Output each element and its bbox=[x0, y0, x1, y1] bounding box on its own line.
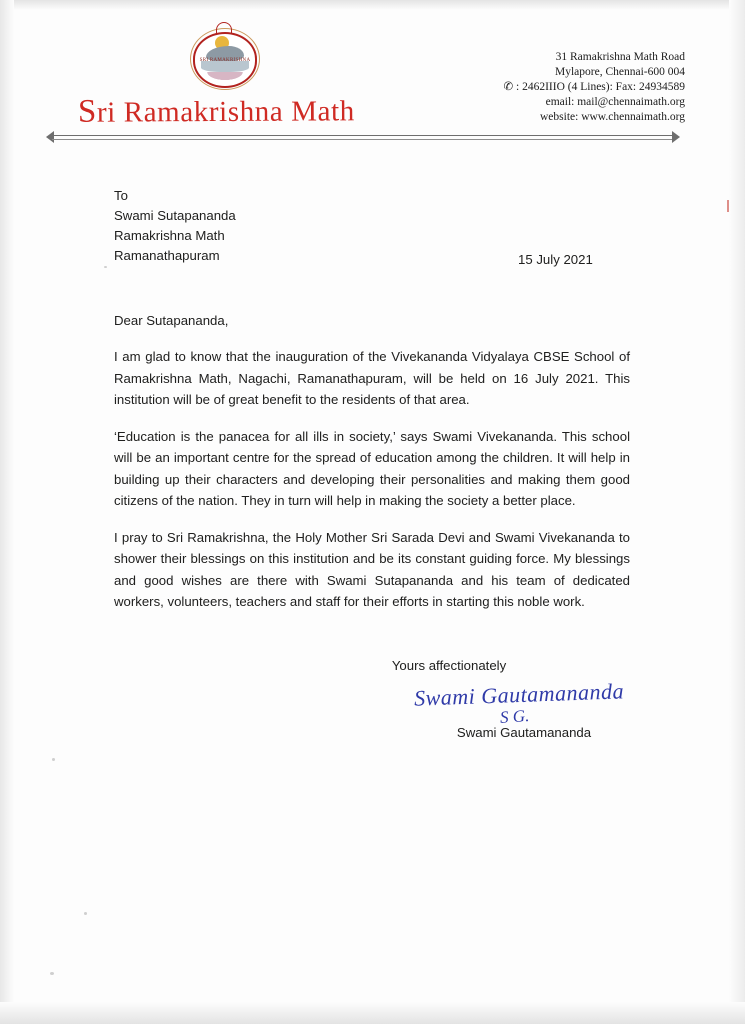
ramakrishna-math-emblem-icon bbox=[186, 22, 264, 92]
divider-right-cap bbox=[672, 131, 680, 143]
scan-speck bbox=[52, 758, 55, 761]
addressee-line-org: Ramakrishna Math bbox=[114, 228, 225, 243]
paragraph-3: I pray to Sri Ramakrishna, the Holy Mother Sri Sarada Devi and Swami Vivekananda to shower their blessings on this institution and be its constant guiding force. My blessings and good wishes are there with Swami Sutapananda and his team of dedicated workers, volunteers, teachers and staff for their efforts in starting this noble work. bbox=[114, 529, 630, 609]
divider-line-bottom bbox=[52, 139, 674, 140]
divider-line-top bbox=[52, 135, 674, 136]
divider-left-cap bbox=[46, 131, 54, 143]
paragraph-1: I am glad to know that the inauguration of the Vivekananda Vidyalaya CBSE School of Ramakrishna Math, Nagachi, Ramanathapuram, will be held on 16 July 2021. This institution will be of great benefit to the residents of that area. bbox=[114, 349, 630, 407]
address-line-email: email: mail@chennaimath.org bbox=[545, 96, 685, 108]
scan-speck bbox=[104, 266, 107, 268]
organization-name-rest: ri Ramakrishna Math bbox=[96, 95, 355, 129]
scan-edge-right bbox=[729, 0, 745, 1024]
scan-edge-left bbox=[0, 0, 14, 1024]
organization-name-initial: S bbox=[77, 93, 98, 130]
signature-block bbox=[114, 676, 630, 742]
address-line-phone: ✆ : 2462IIIO (4 Lines): Fax: 24934589 bbox=[503, 81, 685, 93]
scan-artifact-red-mark bbox=[727, 200, 729, 212]
scan-speck bbox=[84, 912, 87, 915]
handwritten-signature: Swami Gautamananda bbox=[413, 677, 625, 711]
handwritten-initials: S G. bbox=[499, 705, 530, 727]
emblem-caption: SRI RAMAKRISHNA bbox=[199, 58, 251, 63]
address-line: Mylapore, Chennai-600 004 bbox=[555, 66, 685, 78]
address-line-website: website: www.chennaimath.org bbox=[540, 111, 685, 123]
letter-body bbox=[114, 186, 630, 742]
addressee-line-name: Swami Sutapananda bbox=[114, 208, 236, 223]
letterhead bbox=[0, 0, 745, 140]
addressee-line-place: Ramanathapuram bbox=[114, 248, 220, 263]
scan-speck bbox=[50, 972, 54, 975]
closing-phrase: Yours affectionately bbox=[391, 657, 507, 673]
salutation: Dear Sutapananda, bbox=[114, 313, 229, 328]
signer-name: Swami Gautamananda bbox=[456, 724, 592, 740]
addressee-line-to: To bbox=[114, 188, 128, 203]
scan-edge-bottom bbox=[0, 1002, 745, 1024]
letter-date: 15 July 2021 bbox=[518, 252, 593, 267]
header-divider bbox=[46, 131, 680, 145]
address-line: 31 Ramakrishna Math Road bbox=[555, 51, 685, 63]
organization-name bbox=[78, 92, 355, 130]
paragraph-2: ‘Education is the panacea for all ills in society,’ says Swami Vivekananda. This school will be an important centre for the spread of education among the children. It will help in building up their characters and developing their personalities and making them good citizens of the nation. They in turn will help in making the society a better place. bbox=[114, 428, 630, 508]
letterhead-address bbox=[415, 50, 685, 125]
